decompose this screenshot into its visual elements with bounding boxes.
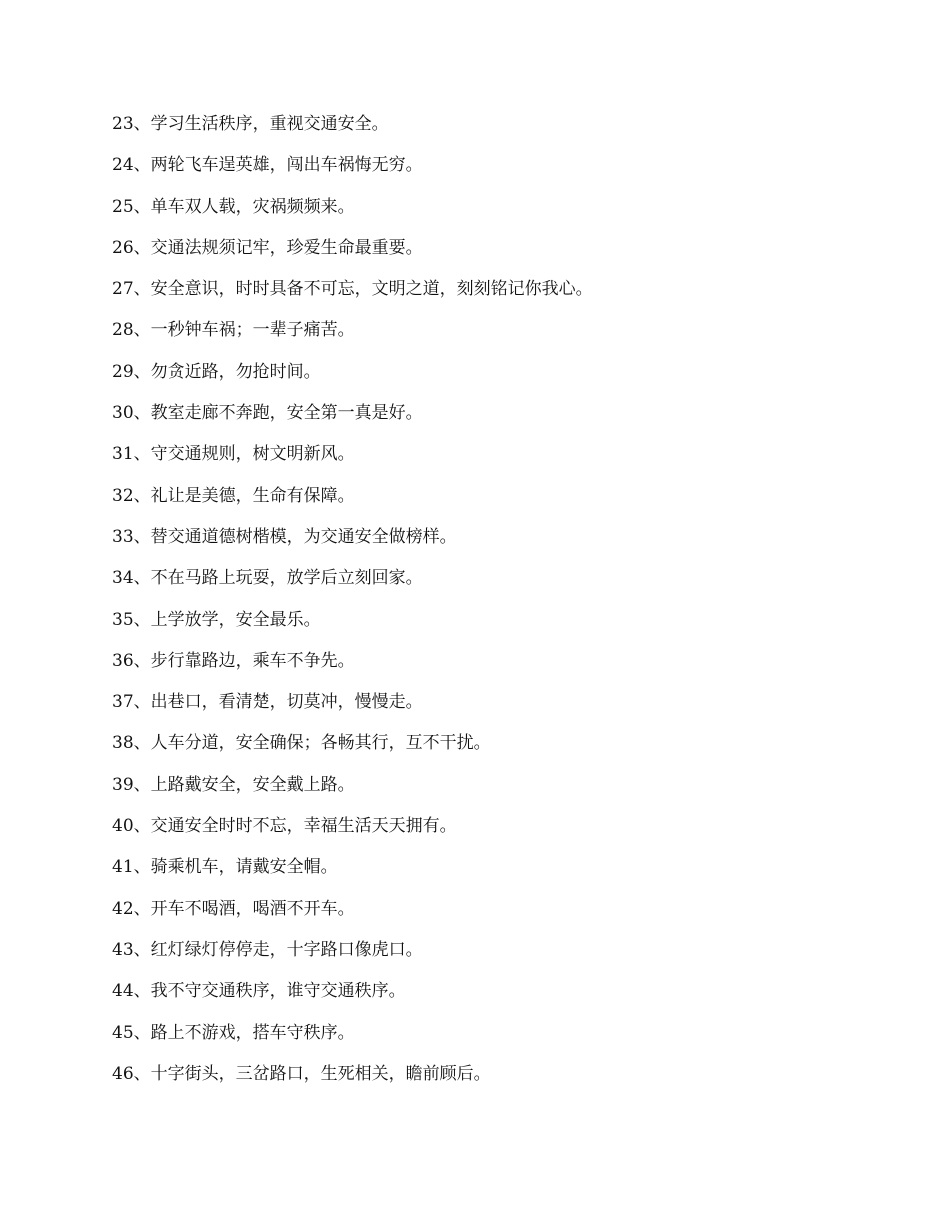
list-item: 27、安全意识，时时具备不可忘，文明之道，刻刻铭记你我心。 [112,279,593,300]
list-item: 41、骑乘机车，请戴安全帽。 [112,857,338,878]
list-item: 35、上学放学，安全最乐。 [112,609,321,630]
list-item: 28、一秒钟车祸；一辈子痛苦。 [112,320,355,341]
list-item: 44、我不守交通秩序，谁守交通秩序。 [112,981,406,1002]
list-item: 31、守交通规则，树文明新风。 [112,444,355,465]
list-item: 40、交通安全时时不忘，幸福生活天天拥有。 [112,816,457,837]
list-item: 43、红灯绿灯停停走，十字路口像虎口。 [112,939,423,960]
list-item: 26、交通法规须记牢，珍爱生命最重要。 [112,237,423,258]
list-item: 37、出巷口，看清楚，切莫冲，慢慢走。 [112,692,423,713]
slogan-list [112,113,593,1104]
list-item: 46、十字街头，三岔路口，生死相关，瞻前顾后。 [112,1063,491,1084]
list-item: 29、勿贪近路，勿抢时间。 [112,361,321,382]
list-item: 39、上路戴安全，安全戴上路。 [112,774,355,795]
list-item: 45、路上不游戏，搭车守秩序。 [112,1022,355,1043]
list-item: 32、礼让是美德，生命有保障。 [112,485,355,506]
list-item: 24、两轮飞车逞英雄，闯出车祸悔无穷。 [112,155,423,176]
list-item: 25、单车双人载，灾祸频频来。 [112,196,355,217]
list-item: 42、开车不喝酒，喝酒不开车。 [112,898,355,919]
list-item: 33、替交通道德树楷模，为交通安全做榜样。 [112,526,457,547]
list-item: 36、步行靠路边，乘车不争先。 [112,650,355,671]
list-item: 38、人车分道，安全确保；各畅其行，互不干扰。 [112,733,491,754]
list-item: 23、学习生活秩序，重视交通安全。 [112,114,389,134]
list-item: 30、教室走廊不奔跑，安全第一真是好。 [112,403,423,424]
list-item: 34、不在马路上玩耍，放学后立刻回家。 [112,568,423,589]
